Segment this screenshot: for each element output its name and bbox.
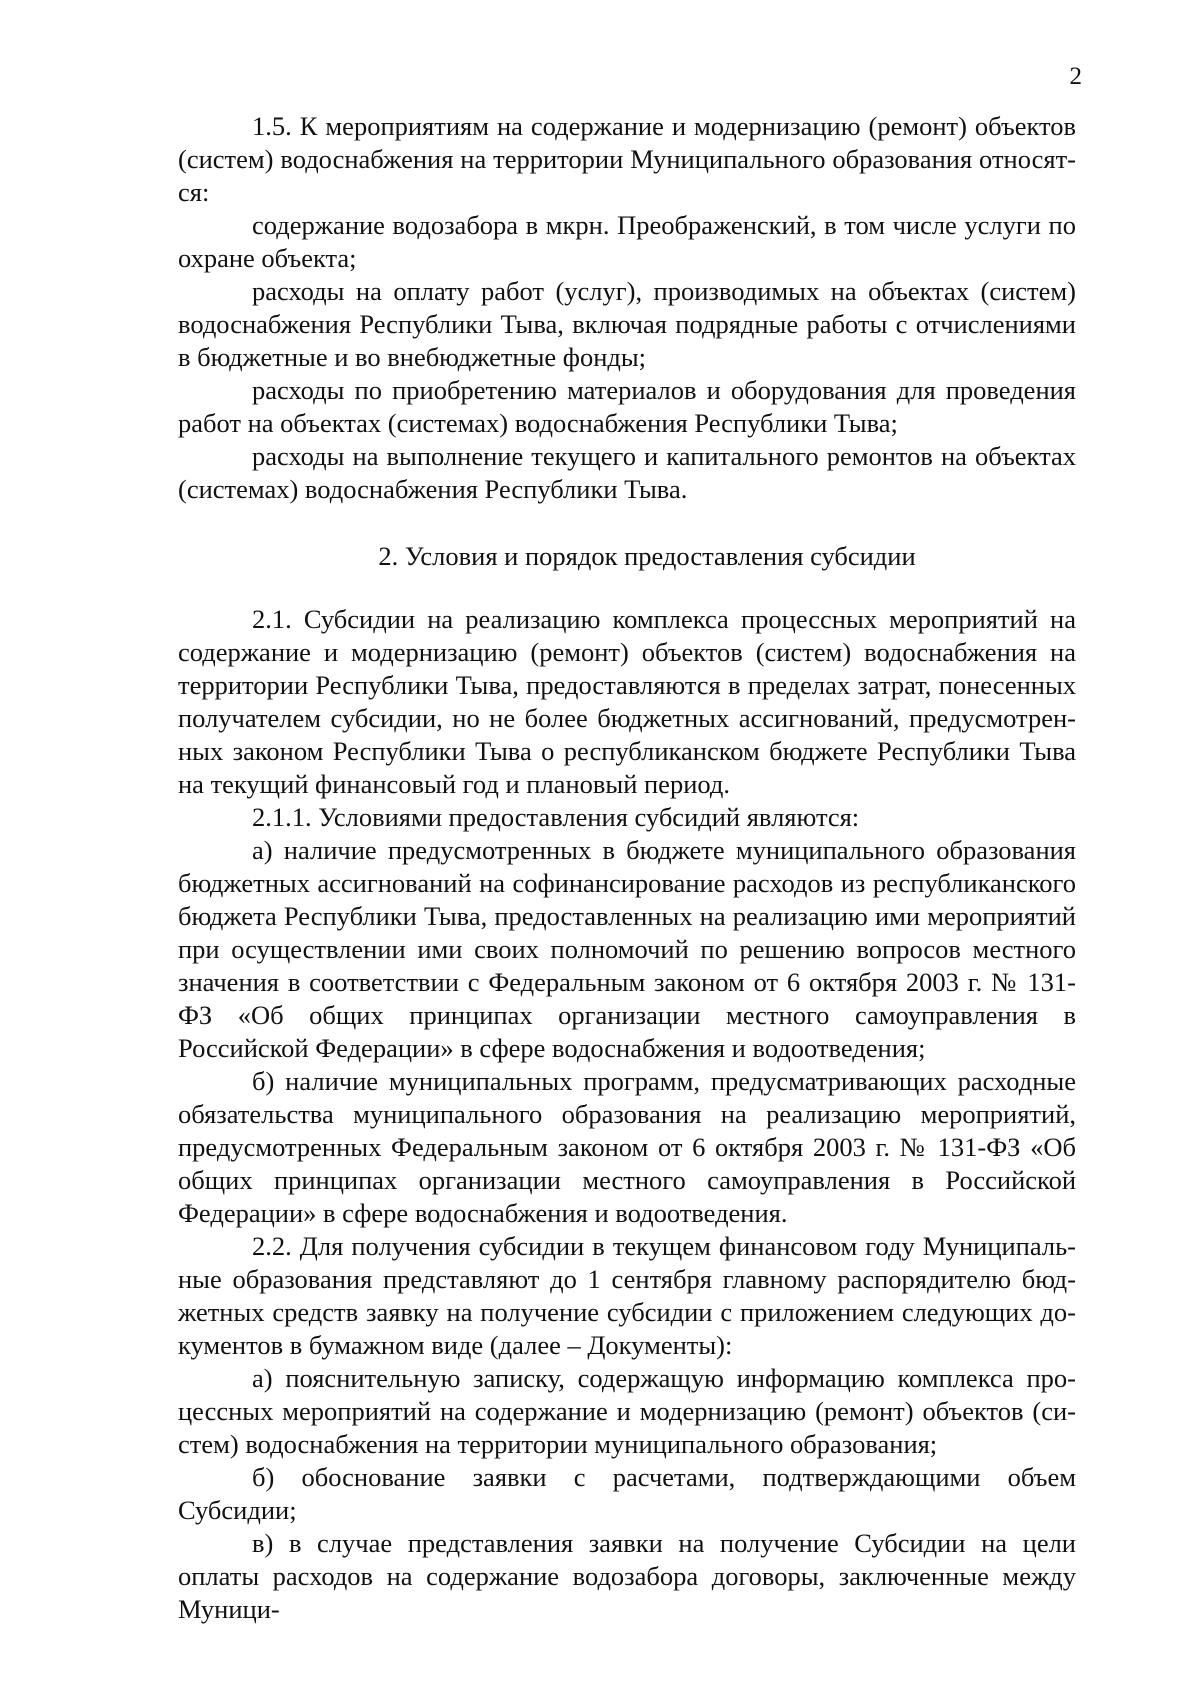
list-item-materials-expenses: расходы по приобретению материалов и оборудования для проведения работ на объектах (системах) водоснабжения Республики Тыва; [178,375,1076,438]
document-body [178,110,1076,1626]
paragraph-1-5: 1.5. К мероприятиям на содержание и модернизацию (ремонт) объектов (систем) водоснабжения на территории Муниципального образования относятся: [178,111,1076,207]
paragraph-2-1-1: 2.1.1. Условиями предоставления субсидий являются: [252,802,860,832]
condition-b: б) наличие муниципальных программ, предусматривающих расходные обязательства муниципального образования на реализацию мероприятий, предусмотренных Федеральным законом от 6 октября 2003 г. № 131-ФЗ «Об общих принципах организации местного самоуправления в Российской Федерации» в сфере водоснабжения и водоотведения. [178,1066,1076,1228]
list-item-repair-expenses: расходы на выполнение текущего и капитального ремонтов на объектах (системах) водоснабжения Республики Тыва. [178,441,1076,504]
paragraph-2-1: 2.1. Субсидии на реализацию комплекса процессных мероприятий на содержание и модернизацию (ремонт) объектов (систем) водоснабжения на территории Республики Тыва, предоставляются в пределах затрат, понесенных получателем субсидии, но не более бюджетных ассигнований, предусмотренных законом Республики Тыва о республиканском бюджете Республики Тыва на текущий финансовый год и плановый период. [178,604,1076,799]
document-item-a: а) пояснительную записку, содержащую информацию комплекса процессных мероприятий на содержание и модернизацию (ремонт) объектов (систем) водоснабжения на территории муниципального образования; [178,1363,1076,1459]
document-item-c: в) в случае представления заявки на получение Субсидии на цели оплаты расходов на содержание водозабора договоры, заключенные между Муници- [178,1528,1076,1624]
section-heading: 2. Условия и порядок предоставления субсидии [378,541,916,571]
document-item-b: б) обоснование заявки с расчетами, подтверждающими объем Субсидии; [178,1462,1076,1525]
condition-a: а) наличие предусмотренных в бюджете муниципального образования бюджетных ассигнований на софинансирование расходов из республиканского бюджета Республики Тыва, предоставленных на реализацию ими мероприятий при осуществлении ими своих полномочий по решению вопросов местного значения в соответствии с Федеральным законом от 6 октября 2003 г. № 131-ФЗ «Об общих принципах организации местного самоуправления в Российской Федерации» в сфере водоснабжения и водоотведения; [178,835,1076,1063]
list-item-payment-expenses: расходы на оплату работ (услуг), производимых на объектах (систем) водоснабжения Республики Тыва, включая подрядные работы с отчислениями в бюджетные и во внебюджетные фонды; [178,276,1076,372]
list-item-water-intake: содержание водозабора в мкрн. Преображенский, в том числе услуги по охране объекта; [178,210,1076,273]
page-number: 2 [1069,63,1082,90]
paragraph-2-2: 2.2. Для получения субсидии в текущем финансовом году Муниципальные образования представляют до 1 сентября главному распорядителю бюджетных средств заявку на получение субсидии с приложением следующих документов в бумажном виде (далее – Документы): [178,1231,1076,1360]
